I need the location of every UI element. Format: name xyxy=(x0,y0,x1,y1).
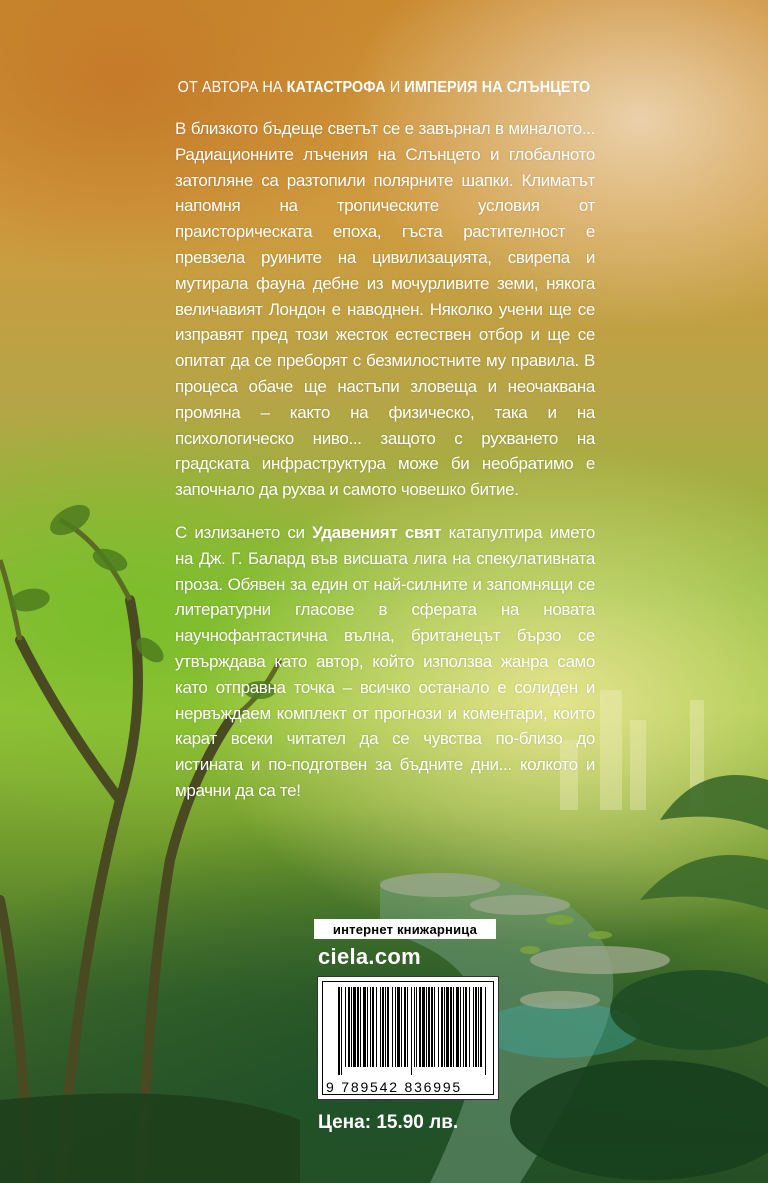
barcode-bar xyxy=(446,987,449,1067)
barcode-bar xyxy=(478,987,479,1067)
barcode-bar xyxy=(460,987,461,1067)
barcode-bar xyxy=(363,987,366,1067)
barcode-bar xyxy=(438,987,439,1067)
author-paragraph xyxy=(175,520,595,804)
barcode-bar xyxy=(426,987,427,1067)
barcode-bar xyxy=(428,987,430,1067)
barcode-bar xyxy=(407,987,408,1067)
barcode-bar xyxy=(444,987,445,1067)
bookstore-site: ciela.com xyxy=(318,944,421,969)
isbn-number: 9 789542 836995 xyxy=(326,1079,462,1095)
barcode-bar xyxy=(401,987,402,1067)
barcode-bar xyxy=(353,987,356,1067)
barcode-bar xyxy=(385,987,386,1067)
barcode-bar xyxy=(434,987,435,1067)
author-tagline xyxy=(38,79,729,97)
price-label: Цена: 15.90 лв. xyxy=(318,1112,459,1133)
barcode-bar xyxy=(341,987,342,1075)
barcode-bar xyxy=(395,987,396,1067)
barcode-bar xyxy=(422,987,425,1067)
bookstore-label: интернет книжарница xyxy=(314,919,496,939)
barcode-bar xyxy=(419,987,421,1067)
barcode-bar xyxy=(411,987,412,1075)
barcode xyxy=(317,976,499,1100)
tagline-conjunction: И xyxy=(385,79,405,96)
synopsis-paragraph: В близкото бъдеще светът се е завърнал в миналото... Радиационните лъчения на Слънцето и глобалното затопляне са разтопили полярните шапки. Климатът напомня на тропическите условия от праисторическата епоха, гъста растителност е превзела руините на цивилизацията, свирепа и мутирала фауна дебне из мочурливите земи, някога величавият Лондон е наводнен. Няколко учени ще се изправят пред този жесток естествен отбор и ще се опитат да се преборят с безмилостните му правила. В процеса обаче ще настъпи зловеща и неочаквана промяна – както на физическо, така и на психологическо ниво... защото с рухването на градската инфраструктура може би необратимо е започнало да рухва и самото човешко битие. xyxy=(175,119,595,500)
barcode-bar xyxy=(456,987,459,1067)
tagline-book-title-2: ИМПЕРИЯ НА СЛЪНЦЕТО xyxy=(404,79,591,96)
barcode-bar xyxy=(453,987,454,1067)
author-paragraph-intro: С излизането си xyxy=(175,523,313,542)
barcode-bar xyxy=(463,987,464,1067)
author-paragraph-body: катапултира името на Дж. Г. Балард във висшата лига на спекулативната проза. Обявен за един от най-силните и запомнящи се литературни гласове в сферата на новата научнофантастична вълна, британецът бързо се утвърждава като автор, който използва жанра само като отправна точка – всичко останало е солиден и нервъждаем комплект от прогнози и коментари, които карат всеки читател да се чувства по-близо до истината и по-подготвен за бъдните дни... колкото и мрачни да са те! xyxy=(175,523,595,800)
barcode-bar xyxy=(380,987,381,1067)
barcode-bar xyxy=(367,987,368,1067)
barcode-bar xyxy=(473,987,474,1067)
barcode-bar xyxy=(372,987,374,1067)
barcode-bar xyxy=(414,987,415,1067)
barcode-bar xyxy=(370,987,371,1067)
barcode-bar xyxy=(351,987,352,1067)
barcode-bar xyxy=(376,987,377,1067)
barcode-bar xyxy=(404,987,406,1067)
tagline-prefix: ОТ АВТОРА НА xyxy=(177,79,287,96)
book-title-inline: Удавеният свят xyxy=(312,523,442,542)
barcode-bar xyxy=(480,987,482,1067)
barcode-bar xyxy=(431,987,433,1067)
tagline-book-title-1: КАТАСТРОФА xyxy=(286,79,386,96)
barcode-bar xyxy=(475,987,477,1067)
barcode-bar xyxy=(387,987,389,1067)
barcode-bar xyxy=(348,987,350,1067)
barcode-bar xyxy=(392,987,393,1067)
barcode-bar xyxy=(357,987,359,1067)
barcode-bar xyxy=(338,987,340,1075)
barcode-bar xyxy=(441,987,443,1067)
barcode-bar xyxy=(382,987,384,1067)
barcode-bar xyxy=(416,987,417,1067)
barcode-bars xyxy=(338,987,486,1075)
barcode-bar xyxy=(360,987,361,1067)
barcode-bar xyxy=(465,987,467,1067)
barcode-bar xyxy=(485,987,486,1075)
barcode-bar xyxy=(345,987,346,1067)
barcode-bar xyxy=(450,987,452,1067)
barcode-bar xyxy=(397,987,400,1067)
barcode-bar xyxy=(469,987,470,1067)
